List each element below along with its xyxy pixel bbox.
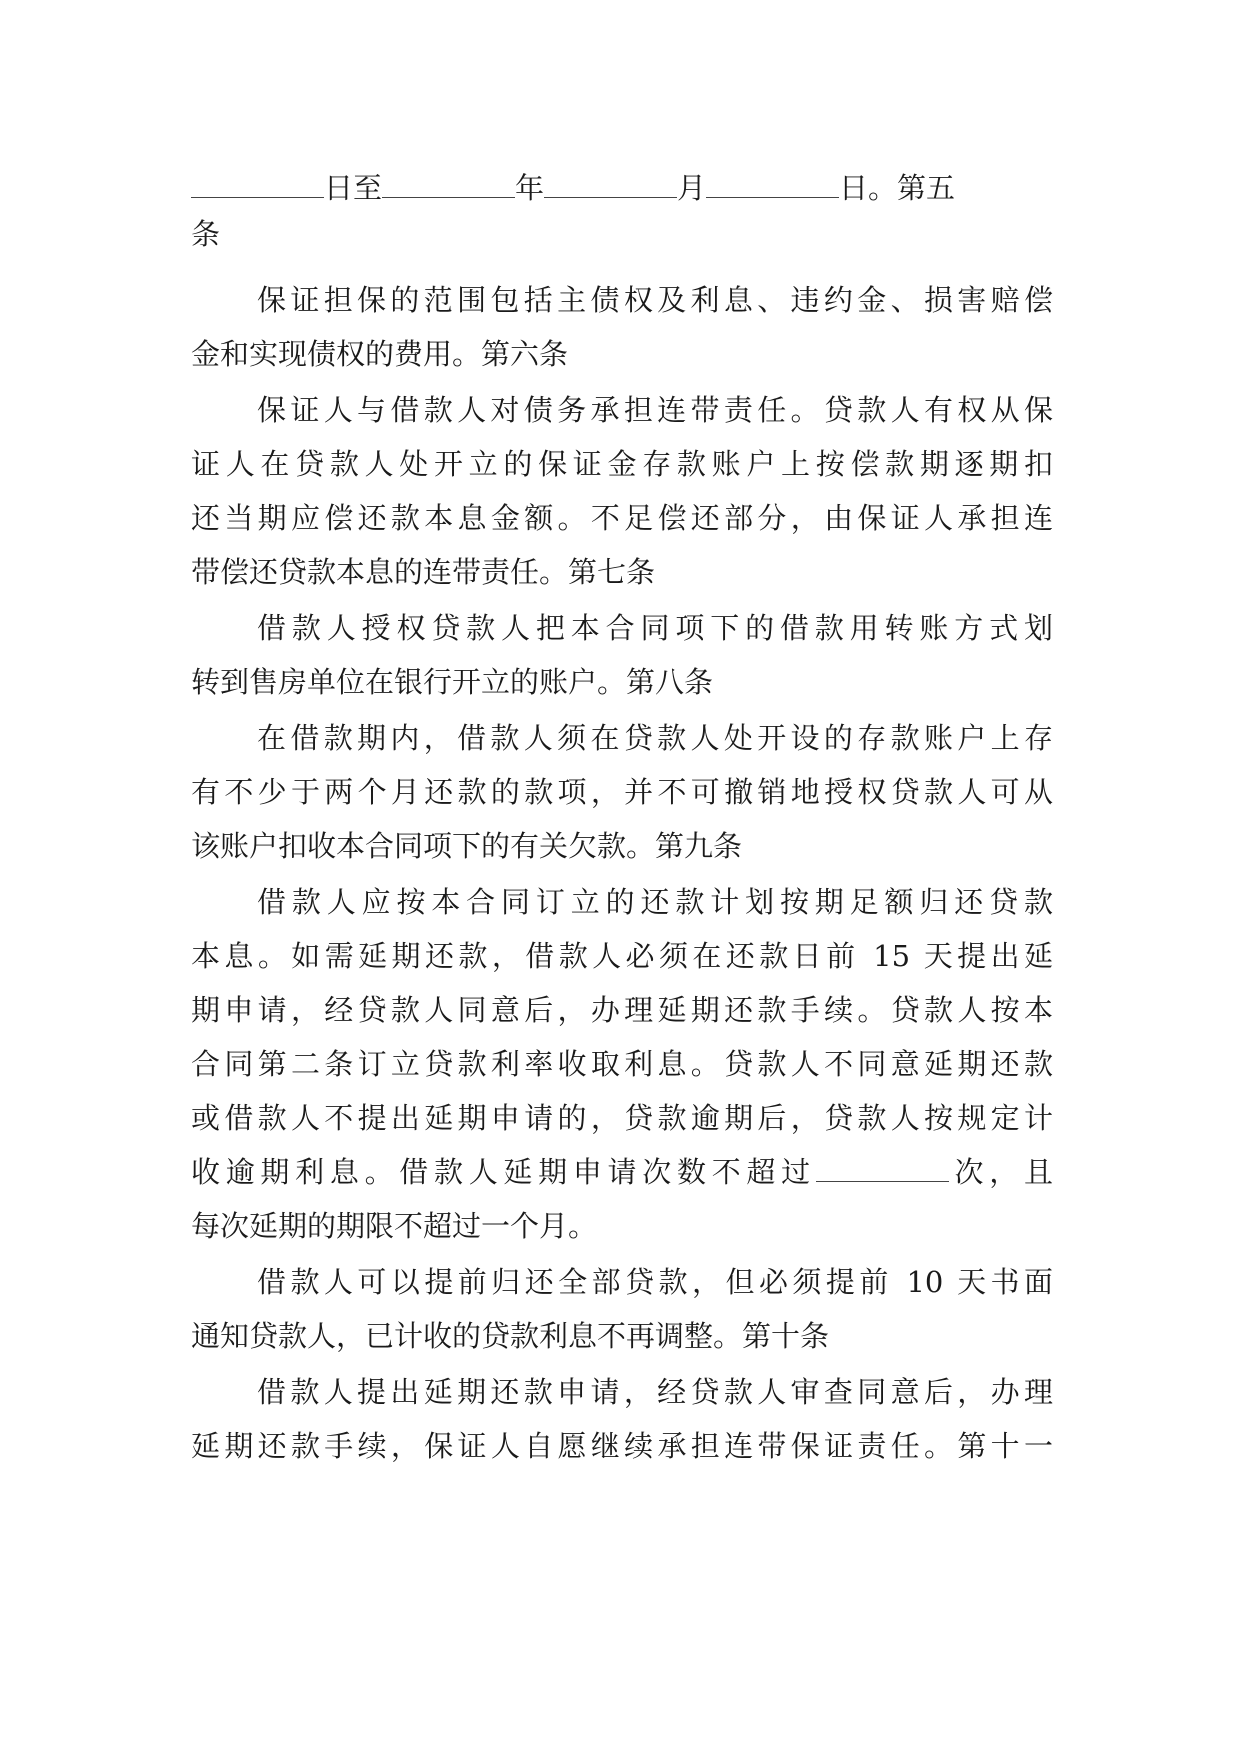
text-line: 转到售房单位在银行开立的账户。第八条 [191,665,714,699]
text-line: 条 [191,217,221,251]
paragraph-first-line: 保证人与借款人对债务承担连带责任。贷款人有权从保 [257,393,1053,427]
text-line: 该账户扣收本合同项下的有关欠款。第九条 [191,829,743,863]
text-line: 本息。如需延期还款，借款人必须在还款日前 15 天提出延 [191,939,1053,973]
text-line: 金和实现债权的费用。第六条 [191,337,569,371]
text-segment: 次，且 [948,1155,1053,1189]
text-segment: 日。第五 [839,171,956,205]
blank-field [191,173,324,198]
text-segment: 年 [515,171,545,205]
blank-field [706,173,839,198]
text-line: 期申请，经贷款人同意后，办理延期还款手续。贷款人按本 [191,993,1053,1027]
text-line: 带偿还贷款本息的连带责任。第七条 [191,555,656,589]
blank-field [816,1157,949,1182]
paragraph-first-line: 借款人可以提前归还全部贷款，但必须提前 10 天书面 [257,1265,1053,1299]
text-line-with-blank [191,1142,1053,1202]
text-segment: 月 [677,171,707,205]
text-line: 延期还款手续，保证人自愿继续承担连带保证责任。第十一 [191,1429,1053,1463]
text-line: 证人在贷款人处开立的保证金存款账户上按偿款期逐期扣 [191,447,1053,481]
text-segment: 收逾期利息。借款人延期申请次数不超过 [191,1155,816,1189]
blank-field [544,173,677,198]
text-line: 每次延期的期限不超过一个月。 [191,1209,598,1243]
blank-field [382,173,515,198]
text-line: 或借款人不提出延期申请的，贷款逾期后，贷款人按规定计 [191,1101,1053,1135]
text-line: 通知贷款人，已计收的贷款利息不再调整。第十条 [191,1319,830,1353]
text-segment: 日至 [324,171,383,205]
paragraph-first-line: 保证担保的范围包括主债权及利息、违约金、损害赔偿 [257,283,1053,317]
paragraph-first-line: 借款人应按本合同订立的还款计划按期足额归还贷款 [257,885,1053,919]
text-line: 合同第二条订立贷款利率收取利息。贷款人不同意延期还款 [191,1047,1053,1081]
paragraph-first-line: 借款人提出延期还款申请，经贷款人审查同意后，办理 [257,1375,1053,1409]
text-line: 还当期应偿还款本息金额。不足偿还部分，由保证人承担连 [191,501,1053,535]
paragraph-first-line: 借款人授权贷款人把本合同项下的借款用转账方式划 [257,611,1053,645]
text-line: 有不少于两个月还款的款项，并不可撤销地授权贷款人可从 [191,775,1053,809]
paragraph-first-line: 在借款期内，借款人须在贷款人处开设的存款账户上存 [257,721,1053,755]
